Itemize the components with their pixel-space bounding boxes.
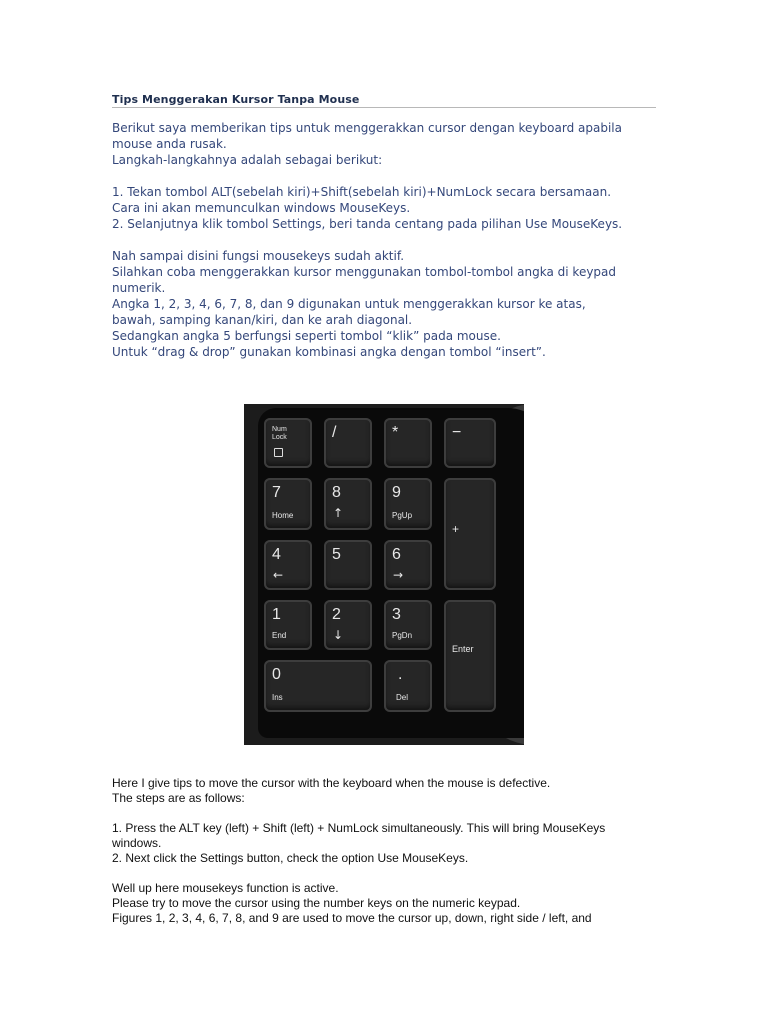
english-text <box>112 776 672 926</box>
eng-line: The steps are as follows: <box>112 791 245 805</box>
key-multiply <box>384 418 432 468</box>
key-label: 0 <box>272 666 281 683</box>
indo-line: mouse anda rusak. <box>112 137 227 151</box>
key-1 <box>264 600 312 650</box>
page-title: Tips Menggerakan Kursor Tanpa Mouse <box>112 93 360 106</box>
arrow-right-icon: → <box>393 568 404 582</box>
key-plus <box>444 478 496 590</box>
indo-step-line: 2. Selanjutnya klik tombol Settings, beri tanda centang pada pilihan Use MouseKeys. <box>112 217 623 231</box>
indo-usage-line: Untuk “drag & drop” gunakan kombinasi angka dengan tombol “insert”. <box>112 345 546 359</box>
key-7 <box>264 478 312 530</box>
eng-step-line: windows. <box>112 836 162 850</box>
key-label: + <box>452 522 460 536</box>
key-numlock <box>264 418 312 468</box>
key-label: 9 <box>392 484 401 501</box>
indo-line: Berikut saya memberikan tips untuk menggerakkan cursor dengan keyboard apabila <box>112 121 622 135</box>
key-label: * <box>392 424 399 441</box>
key-sublabel: Ins <box>272 693 283 702</box>
key-label: Enter <box>452 644 474 654</box>
numlock-label-line: Lock <box>272 434 287 441</box>
key-label: 5 <box>332 546 341 563</box>
key-3 <box>384 600 432 650</box>
key-divide <box>324 418 372 468</box>
key-sublabel: End <box>272 631 287 640</box>
eng-step-line: 1. Press the ALT key (left) + Shift (left) + NumLock simultaneously. This will bring MouseKeys <box>112 821 606 835</box>
key-label: 3 <box>392 606 401 623</box>
indo-usage-line: bawah, samping kanan/kiri, dan ke arah diagonal. <box>112 313 413 327</box>
key-label: 6 <box>392 546 401 563</box>
key-4 <box>264 540 312 590</box>
indo-usage-line: numerik. <box>112 281 166 295</box>
key-label: 8 <box>332 484 341 501</box>
key-0 <box>264 660 372 712</box>
arrow-left-icon: ← <box>273 568 284 582</box>
indo-usage-line: Silahkan coba menggerakkan kursor menggunakan tombol-tombol angka di keypad <box>112 265 617 279</box>
key-sublabel: PgDn <box>392 631 413 640</box>
key-minus <box>444 418 496 468</box>
indo-step-line: 1. Tekan tombol ALT(sebelah kiri)+Shift(sebelah kiri)+NumLock secara bersamaan. <box>112 185 612 199</box>
arrow-down-icon: ↓ <box>333 628 344 642</box>
indo-usage-line: Sedangkan angka 5 berfungsi seperti tombol “klik” pada mouse. <box>112 329 501 343</box>
key-label: 4 <box>272 546 281 563</box>
key-sublabel: Home <box>272 511 294 520</box>
indo-usage-line: Nah sampai disini fungsi mousekeys sudah aktif. <box>112 249 405 263</box>
eng-step-line: 2. Next click the Settings button, check the option Use MouseKeys. <box>112 851 469 865</box>
key-label: 1 <box>272 606 281 623</box>
key-label: 7 <box>272 484 281 501</box>
key-label: 2 <box>332 606 341 623</box>
eng-usage-line: Please try to move the cursor using the number keys on the numeric keypad. <box>112 896 521 910</box>
key-8 <box>324 478 372 530</box>
key-6 <box>384 540 432 590</box>
key-label: − <box>452 424 462 441</box>
key-9 <box>384 478 432 530</box>
key-label: . <box>398 666 403 683</box>
numlock-label <box>272 426 287 442</box>
indo-step-line: Cara ini akan memunculkan windows MouseKeys. <box>112 201 411 215</box>
key-5 <box>324 540 372 590</box>
title-divider <box>112 107 656 108</box>
numlock-label-line: Num <box>272 426 287 433</box>
numeric-keypad-photo <box>244 404 524 745</box>
key-enter <box>444 600 496 712</box>
key-2 <box>324 600 372 650</box>
indonesian-text <box>112 120 672 360</box>
key-sublabel: Del <box>396 693 409 702</box>
eng-usage-line: Well up here mousekeys function is active. <box>112 881 339 895</box>
key-label: / <box>332 424 337 441</box>
key-sublabel: PgUp <box>392 511 413 520</box>
indo-line: Langkah-langkahnya adalah sebagai berikut: <box>112 153 383 167</box>
lock-icon <box>274 448 283 457</box>
arrow-up-icon: ↑ <box>333 506 344 520</box>
indo-usage-line: Angka 1, 2, 3, 4, 6, 7, 8, dan 9 digunakan untuk menggerakkan kursor ke atas, <box>112 297 586 311</box>
eng-usage-line: Figures 1, 2, 3, 4, 6, 7, 8, and 9 are used to move the cursor up, down, right side / left, and <box>112 911 592 925</box>
eng-line: Here I give tips to move the cursor with the keyboard when the mouse is defective. <box>112 776 551 790</box>
key-decimal <box>384 660 432 712</box>
